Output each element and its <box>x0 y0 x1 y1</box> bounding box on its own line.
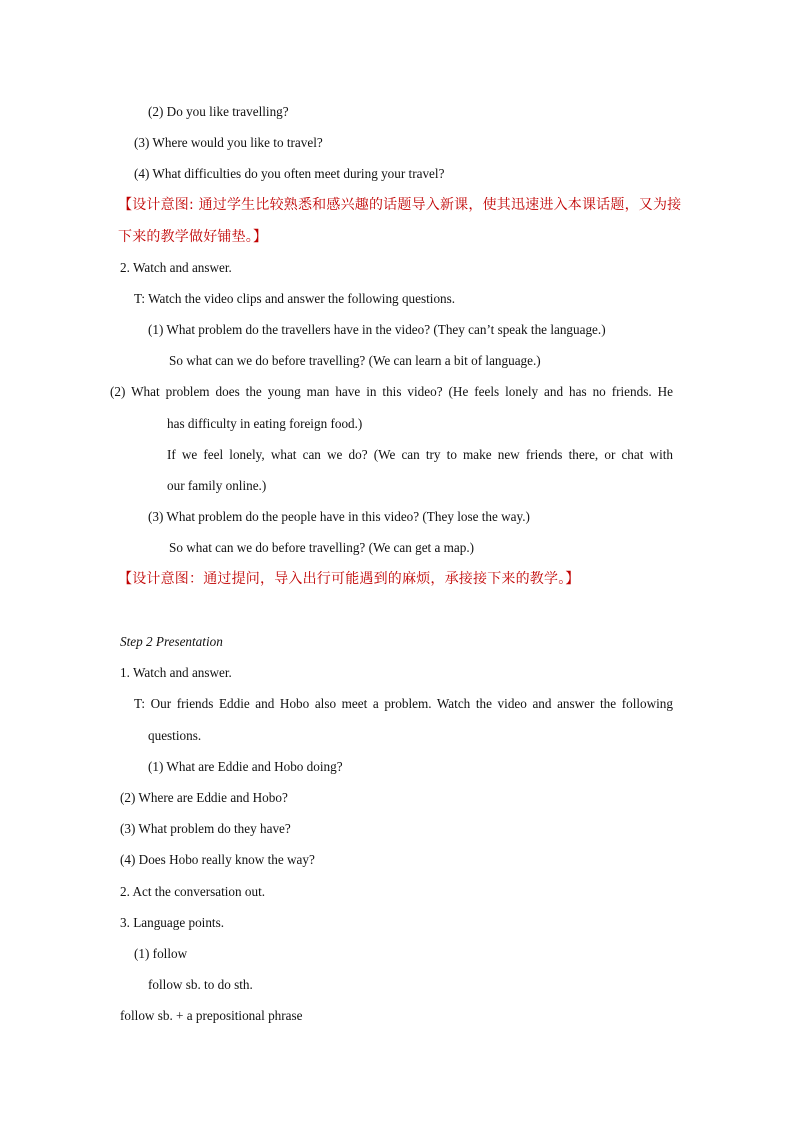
step-2-question-3: (3) What problem do they have? <box>120 821 291 836</box>
language-point-follow-usage-2: follow sb. + a prepositional phrase <box>120 1008 303 1023</box>
video-question-3-follow-up: So what can we do before travelling? (We can get a map.) <box>169 540 475 555</box>
video-question-1: (1) What problem do the travellers have in the video? (They can’t speak the language.) <box>148 322 606 337</box>
step-2-question-1: (1) What are Eddie and Hobo doing? <box>148 759 343 774</box>
step-2-item-1-instruction-line-2: questions. <box>148 728 202 743</box>
step-2-item-1-instruction-line-1: T: Our friends Eddie and Hobo also meet a problem. Watch the video and answer the following <box>134 696 673 711</box>
video-question-2-follow-up-line-2: our family online.) <box>167 478 267 493</box>
warmup-question-2: (2) Do you like travelling? <box>148 104 289 119</box>
video-question-2-line-2: has difficulty in eating foreign food.) <box>167 416 363 431</box>
warmup-question-4: (4) What difficulties do you often meet during your travel? <box>134 166 445 181</box>
warmup-question-3: (3) Where would you like to travel? <box>134 135 323 150</box>
step-2-heading: Step 2 Presentation <box>120 634 223 649</box>
video-question-3: (3) What problem do the people have in this video? (They lose the way.) <box>148 509 530 524</box>
language-point-follow: (1) follow <box>134 946 188 961</box>
video-question-1-follow-up: So what can we do before travelling? (We can learn a bit of language.) <box>169 353 541 368</box>
step-2-item-2: 2. Act the conversation out. <box>120 884 266 899</box>
step-2-question-2: (2) Where are Eddie and Hobo? <box>120 790 288 805</box>
step-2-item-1-title: 1. Watch and answer. <box>120 665 232 680</box>
step-2-item-3: 3. Language points. <box>120 915 225 930</box>
step-2-question-4: (4) Does Hobo really know the way? <box>120 852 315 867</box>
section-watch-answer-title: 2. Watch and answer. <box>120 260 232 275</box>
video-question-2-line-1: (2) What problem does the young man have in this video? (He feels lonely and has no friends. He <box>110 384 673 399</box>
design-intent-note-2: 【设计意图：通过提问，导入出行可能遇到的麻烦，承接接下来的教学。】 <box>118 571 580 587</box>
video-question-2-follow-up-line-1: If we feel lonely, what can we do? (We can try to make new friends there, or chat with <box>167 447 673 462</box>
language-point-follow-usage-1: follow sb. to do sth. <box>148 977 253 992</box>
watch-answer-instruction: T: Watch the video clips and answer the following questions. <box>134 291 456 306</box>
design-intent-note-1-line-2: 下来的教学做好铺垫。】 <box>118 229 268 245</box>
design-intent-note-1-line-1: 【设计意图: 通过学生比较熟悉和感兴趣的话题导入新课，使其迅速进入本课话题，又为接 <box>118 197 682 213</box>
